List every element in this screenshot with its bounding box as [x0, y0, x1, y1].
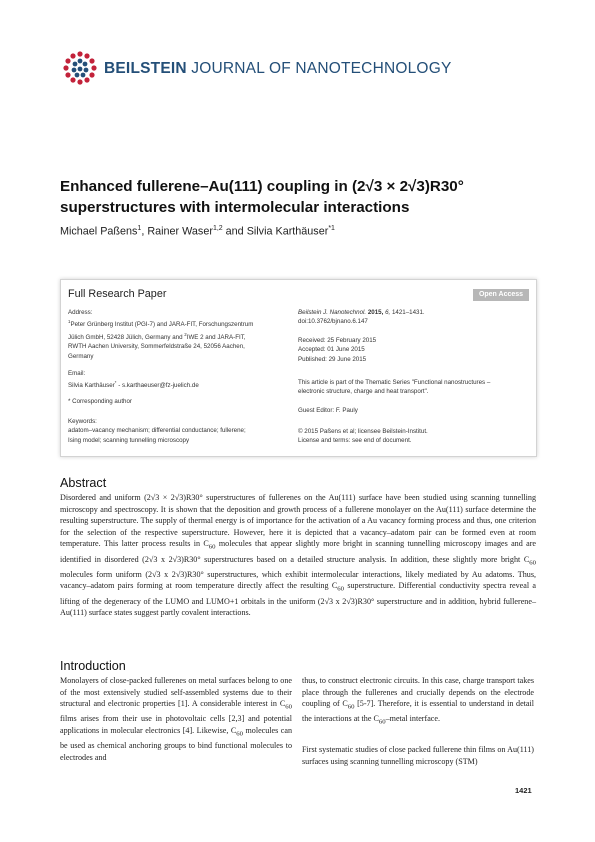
abstract-heading: Abstract — [60, 476, 107, 490]
abstract-segment: molecules that appear slightly more bright in scanning tunnelling microscopy images and are identified in disordered (2√3 x 2√3)R30° superstructures based on a detailed structure analysis. In addition, these slightly more bright C — [60, 539, 537, 564]
email-block — [68, 369, 199, 391]
published-date: Published: 29 June 2015 — [298, 355, 367, 363]
author-separator: and — [222, 225, 247, 238]
subscript: 60 — [378, 719, 386, 726]
intro-right-column — [302, 675, 534, 729]
email-address-link[interactable]: - s.karthaeuser@fz-juelich.de — [116, 382, 199, 390]
subscript: 60 — [285, 703, 292, 711]
journal-logo-icon — [60, 50, 100, 90]
citation-block — [298, 308, 425, 327]
thematic-line: electronic structure, charge and heat transport". — [298, 388, 429, 396]
introduction-heading: Introduction — [60, 659, 126, 673]
journal-name-bold: BEILSTEIN — [104, 60, 187, 77]
author-affiliation: *1 — [328, 225, 335, 232]
email-label: Email: — [68, 370, 86, 377]
author-affiliation: 1,2 — [212, 225, 223, 232]
author-name: Rainer Waser — [147, 225, 213, 238]
thematic-line: This article is part of the Thematic Series "Functional nanostructures – — [298, 379, 491, 386]
subscript: 60 — [347, 703, 355, 711]
corresponding-mark: * — [114, 380, 117, 386]
address-text: Jülich GmbH, 52428 Jülich, Germany and — [68, 333, 183, 341]
intro-segment: –metal interface. — [385, 714, 441, 724]
address-line: RWTH Aachen University, Sommerfeldstraße 24, 52056 Aachen, — [68, 343, 245, 351]
article-type: Full Research Paper — [68, 288, 167, 300]
intro-segment: Monolayers of close-packed fullerenes on metal surfaces belong to one of the most extensively studied self-assembled systems due to their structural and electronic properties [1]. A considerable interest in C — [60, 676, 292, 709]
intro-segment: thus, to construct electronic circuits. In this case, charge transport takes place through the fullerenes and crucially depends on the electrode coupling of C — [302, 676, 534, 709]
corresponding-note: * Corresponding author — [68, 398, 132, 405]
subscript: 60 — [236, 730, 243, 738]
subscript: 60 — [337, 585, 345, 593]
affiliation-sup: 1 — [68, 319, 71, 325]
abstract-segment: molecules form uniform (2√3 x 2√3)R30° superstructures, which exhibit intermolecular interactions, likely mediated by Au adatoms. Thus, vacancy–adatom pairs forming at room temperature directly affect the resulting C — [60, 569, 536, 591]
received-date: Received: 25 February 2015 — [298, 337, 377, 344]
keywords-line: adatom–vacancy mechanism; differential conductance; fullerene; — [68, 427, 246, 435]
guest-editor: Guest Editor: F. Pauly — [298, 407, 358, 414]
citation-line — [298, 308, 425, 317]
article-title: Enhanced fullerene–Au(111) coupling in (2√3 × 2√3)R30° superstructures with intermolecular interactions — [60, 178, 464, 216]
license-line[interactable]: License and terms: see end of document. — [298, 437, 412, 445]
email-line — [68, 378, 199, 390]
doi-link[interactable]: doi:10.3762/bjnano.6.147 — [298, 318, 368, 326]
intro-segment: [5-7]. Therefore, it is essential to understand in detail the interactions at the C — [302, 699, 534, 724]
author-affiliation: 1 — [137, 225, 142, 232]
accepted-date: Accepted: 01 June 2015 — [298, 346, 365, 354]
abstract-segment: superstructure. Differential conductivity spectra reveal a lifting of the degeneracy of the LUMO and LUMO+1 orbitals in the uniform (2√3 x 2√3)R30° superstructure and in addition, hybrid fullerene–Au(111) surface states suggest partly covalent interactions. — [60, 581, 536, 618]
address-block — [68, 308, 253, 361]
thematic-series-note — [298, 378, 490, 397]
abstract-segment: Disordered and uniform (2√3 × 2√3)R30° superstructures of fullerenes on the Au(111) surface have been studied using scanning tunnelling microscopy and spectroscopy. It is shown that the deposition and growth process of a fullerene monolayer on the Au(111) surface determine the resulting superstructure. The supply of thermal energy is of importance for the activation of a Au vacancy forming process and thus, one criterion for the selection of the respective superstructure. However, here it is depicted that a vacancy–adatom pair can be formed even at room temperature. This latter process results in C — [60, 493, 536, 549]
copyright-line: © 2015 Paßens et al; licensee Beilstein-Institut. — [298, 428, 428, 435]
author-name: Michael Paßens — [60, 225, 138, 238]
address-line — [68, 330, 253, 342]
intro-right-paragraph-2: First systematic studies of close packed fullerene thin films on Au(111) surfaces using scanning tunnelling microscopy (STM) — [302, 745, 534, 766]
address-text: IWE 2 and JARA-FIT, — [186, 333, 246, 341]
intro-segment: films arises from their use in photovoltaic cells [2,3] and potential applications in molecular electronics [4]. Likewise, C — [60, 714, 292, 735]
author-separator: , — [141, 225, 148, 238]
dates-block — [298, 336, 376, 364]
abstract-text — [60, 492, 536, 619]
author-name: Silvia Karthäuser — [246, 225, 329, 238]
journal-name-rest: JOURNAL OF NANOTECHNOLOGY — [191, 60, 452, 77]
address-line: Germany — [68, 352, 94, 360]
intro-segment: molecules can be used as chemical anchoring groups to bind functional molecules to electrodes and — [60, 725, 293, 762]
keywords-block — [68, 417, 246, 445]
keywords-line: Ising model; scanning tunnelling microscopy — [68, 436, 190, 444]
author-list — [60, 225, 335, 238]
subscript: 60 — [529, 559, 536, 567]
citation-pages: 1421–1431. — [390, 309, 425, 316]
page-number: 1421 — [515, 786, 532, 795]
affiliation-sup: 2 — [184, 331, 187, 337]
intro-left-column — [60, 675, 292, 763]
citation-year: 2015, — [367, 309, 384, 316]
address-text: Peter Grünberg Institut (PGI-7) and JARA-FIT, Forschungszentrum — [70, 321, 254, 329]
open-access-badge: Open Access — [473, 289, 529, 301]
address-line — [68, 317, 253, 329]
citation-journal: Beilstein J. Nanotechnol. — [298, 309, 367, 316]
keywords-label: Keywords: — [68, 418, 97, 425]
citation-volume: 6, — [385, 309, 391, 316]
email-author: Silvia Karthäuser — [68, 382, 115, 390]
license-block — [298, 427, 428, 446]
journal-name — [104, 60, 452, 78]
subscript: 60 — [208, 543, 216, 551]
address-label: Address: — [68, 309, 93, 316]
